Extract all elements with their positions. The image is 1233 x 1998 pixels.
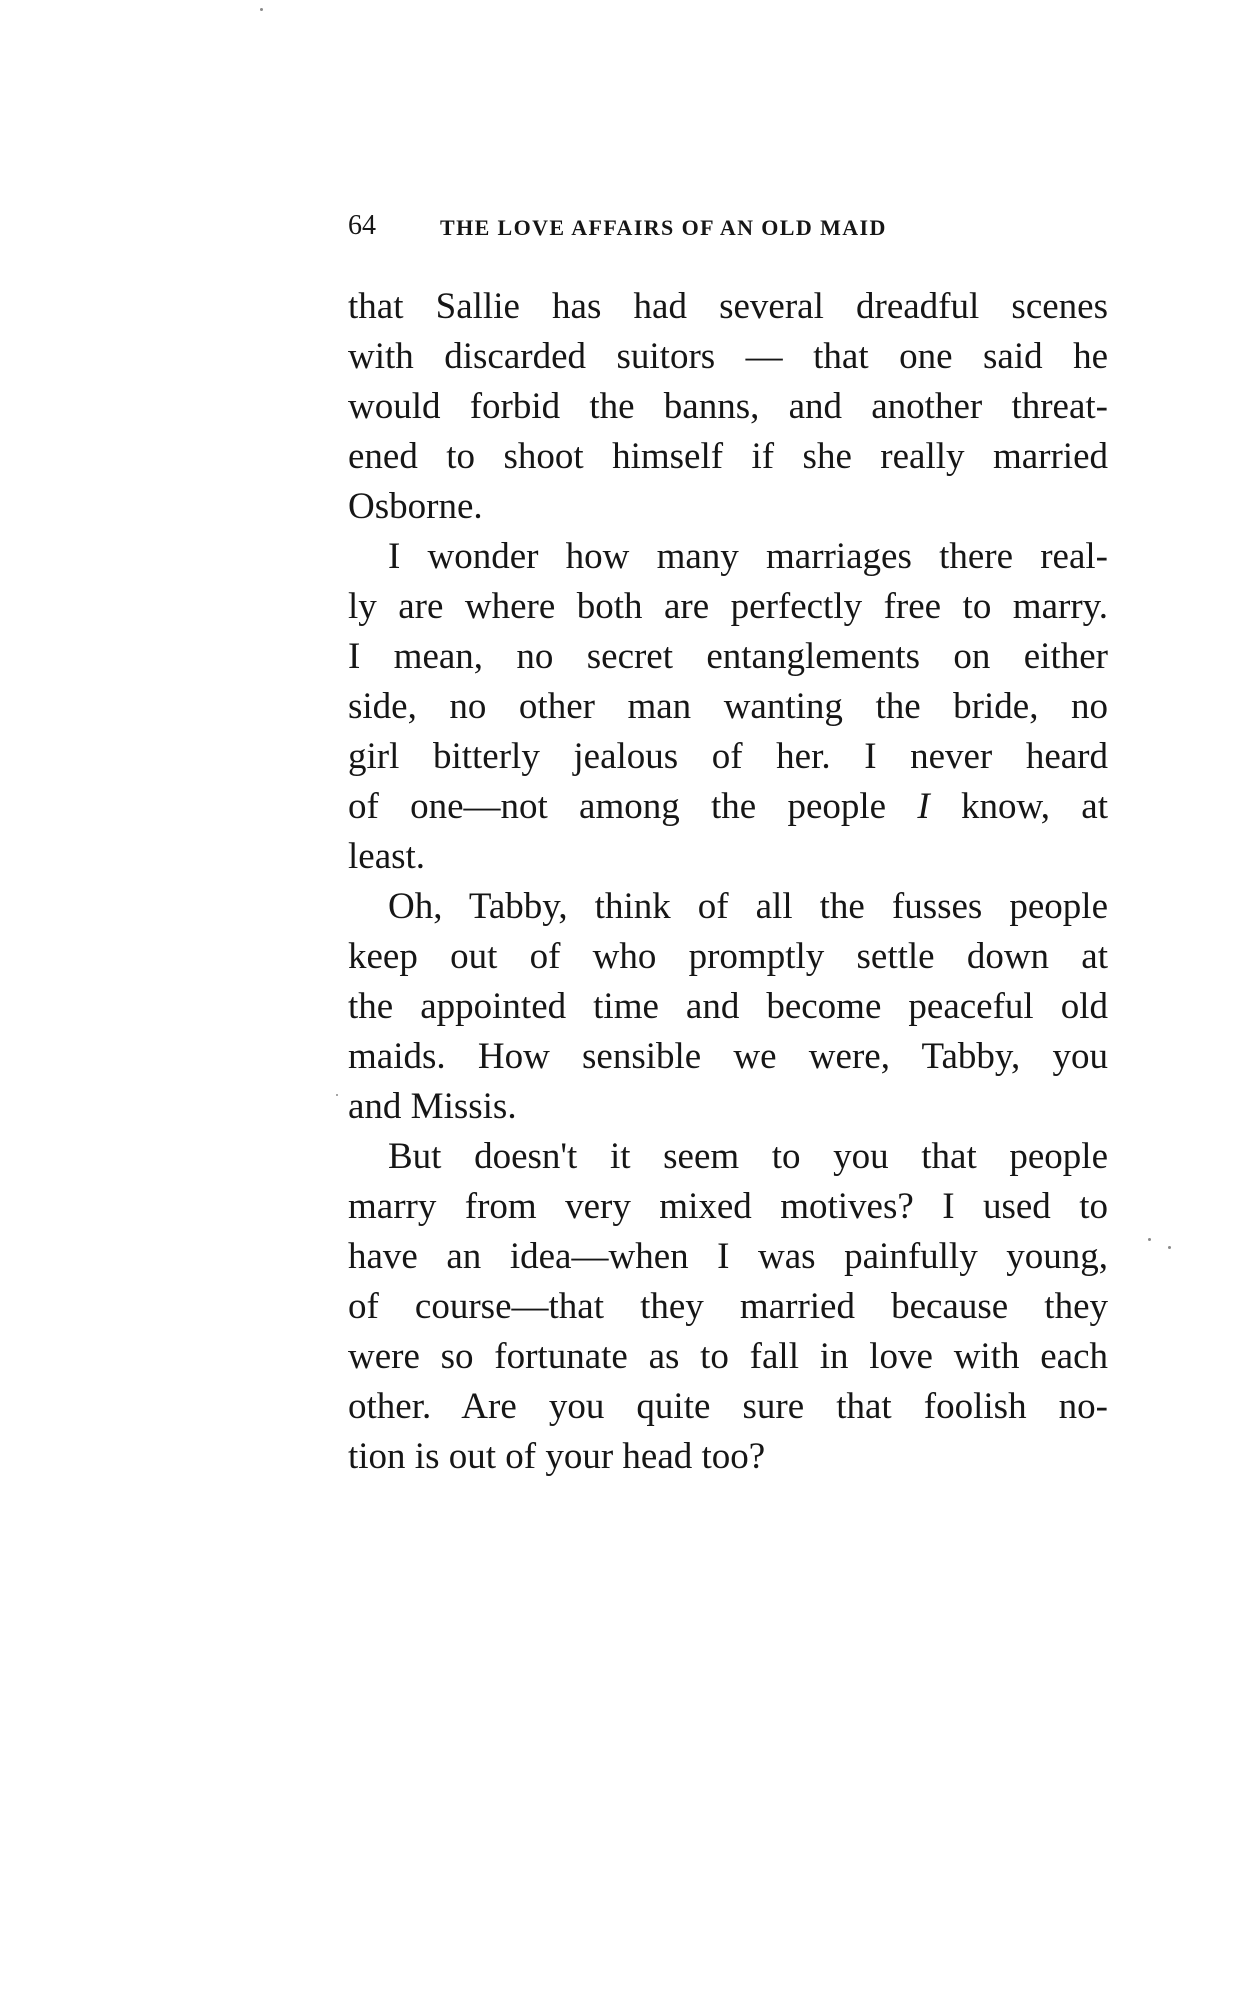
page-speck — [336, 1094, 338, 1096]
text-line: maids. How sensible we were, Tabby, you — [348, 1036, 1108, 1077]
text-line: tion is out of your head too? — [348, 1436, 766, 1477]
page-number: 64 — [348, 210, 376, 241]
text-line: But doesn't it seem to you that people — [388, 1136, 1108, 1177]
text-line: that Sallie has had several dreadful scenes — [348, 286, 1108, 327]
body-text — [348, 282, 1108, 1482]
text-fragment: of one—not among the people — [348, 786, 887, 827]
text-line: Oh, Tabby, think of all the fusses people — [388, 886, 1108, 927]
text-line: other. Are you quite sure that foolish no- — [348, 1386, 1108, 1427]
text-line: would forbid the banns, and another threat- — [348, 386, 1108, 427]
text-line: were so fortunate as to fall in love with each — [348, 1336, 1108, 1377]
page-speck — [260, 8, 263, 11]
text-line: with discarded suitors — that one said he — [348, 336, 1108, 377]
running-head — [348, 210, 1108, 250]
text-line: I wonder how many marriages there real- — [388, 536, 1108, 577]
page-speck — [1148, 1238, 1151, 1241]
running-title: THE LOVE AFFAIRS OF AN OLD MAID — [440, 215, 887, 240]
paragraph — [348, 532, 1108, 882]
text-line: the appointed time and become peaceful old — [348, 986, 1108, 1027]
text-fragment: know, at — [929, 786, 1108, 827]
text-line: Osborne. — [348, 486, 483, 527]
book-page — [348, 210, 1108, 1482]
text-line: ened to shoot himself if she really married — [348, 436, 1108, 477]
text-line: and Missis. — [348, 1086, 517, 1127]
italic-emphasis: I — [917, 786, 930, 827]
text-line — [348, 782, 1108, 832]
text-line: marry from very mixed motives? I used to — [348, 1186, 1108, 1227]
text-line: I mean, no secret entanglements on either — [348, 636, 1108, 677]
text-line: of course—that they married because they — [348, 1286, 1108, 1327]
text-line: girl bitterly jealous of her. I never heard — [348, 736, 1108, 777]
paragraph — [348, 1132, 1108, 1482]
text-line: have an idea—when I was painfully young, — [348, 1236, 1108, 1277]
paragraph — [348, 882, 1108, 1132]
text-line: least. — [348, 836, 426, 877]
paragraph — [348, 282, 1108, 532]
text-line: keep out of who promptly settle down at — [348, 936, 1108, 977]
text-line: side, no other man wanting the bride, no — [348, 686, 1108, 727]
text-line: ly are where both are perfectly free to marry. — [348, 586, 1108, 627]
page-speck — [1168, 1246, 1171, 1249]
